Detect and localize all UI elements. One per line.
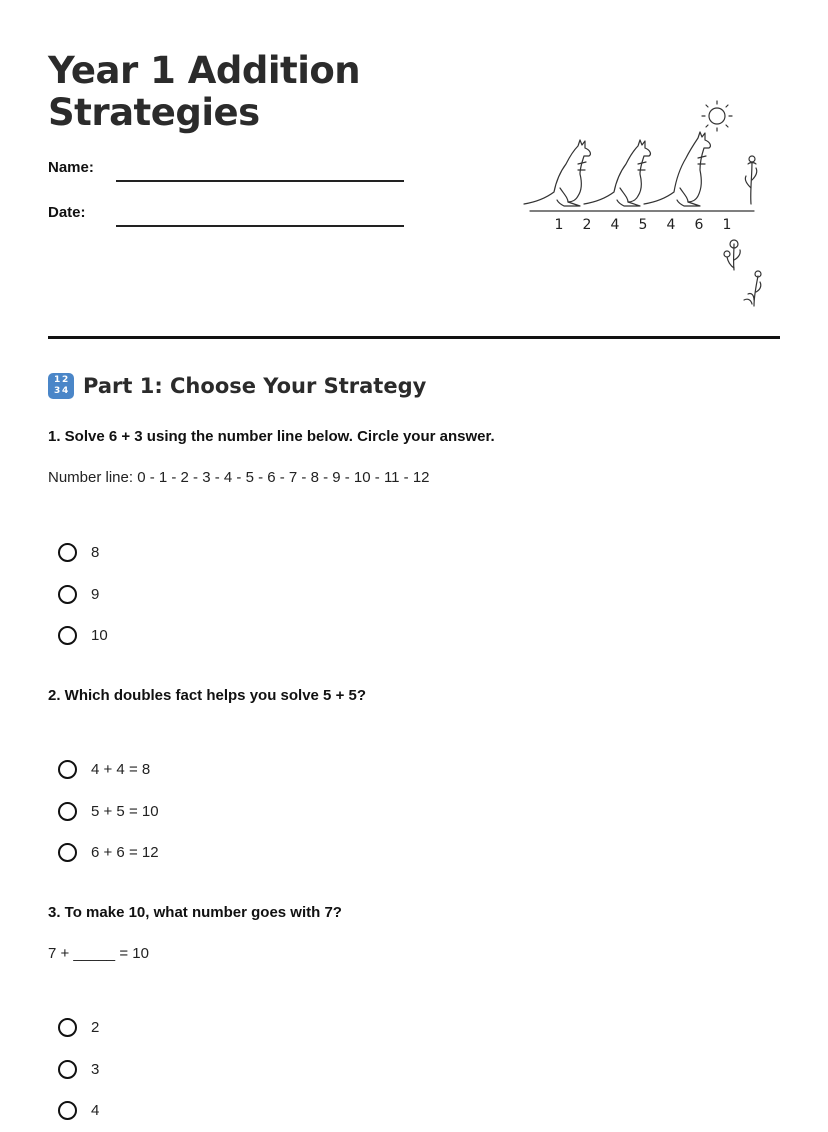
sun-icon [702,101,732,131]
answer-option-label: 4 [91,1102,100,1120]
kangaroo-icon [584,140,650,206]
flower-icon [724,240,740,270]
date-write-line[interactable] [116,225,404,227]
question-3 [48,904,780,1120]
radio-circle-icon[interactable] [58,1018,77,1037]
answer-options [58,1007,99,1132]
worksheet-page [48,0,780,1118]
answer-option[interactable] [58,1049,99,1091]
number-line-label: 6 [694,217,704,233]
kangaroo-icon [524,140,590,206]
number-line-label: 5 [638,217,648,233]
date-field [48,204,408,228]
answer-option[interactable] [58,791,159,833]
number-line-label: 4 [666,217,676,233]
answer-option-label: 3 [91,1060,100,1078]
answer-options [58,749,159,874]
kangaroos-number-line-illustration [522,96,772,316]
question-1 [48,428,780,645]
question-hint: 7 + _____ = 10 [48,945,149,962]
number-line-label: 2 [582,217,592,233]
kangaroo-icon [644,132,710,206]
answer-option-label: 10 [91,627,108,645]
answer-option[interactable] [58,615,108,657]
answer-option-label: 2 [91,1019,100,1037]
question-text: 1. Solve 6 + 3 using the number line below. Circle your answer. [48,428,495,445]
radio-circle-icon[interactable] [58,1060,77,1079]
flower-icon [744,271,761,306]
worksheet-title: Year 1 Addition Strategies [48,49,361,134]
answer-option-label: 4 + 4 = 8 [91,761,151,779]
name-label: Name: [48,159,94,176]
worksheet-header [48,0,780,340]
radio-circle-icon[interactable] [58,760,77,779]
input-numbers-icon: 1 2 3 4 [48,373,74,399]
name-field [48,159,408,183]
header-divider [48,336,780,339]
number-line-labels [555,217,732,233]
name-write-line[interactable] [116,180,404,182]
question-text: 3. To make 10, what number goes with 7? [48,904,342,921]
flower-icon [745,156,756,204]
date-label: Date: [48,204,86,221]
section-title-text: Part 1: Choose Your Strategy [83,374,427,398]
answer-option[interactable] [58,749,159,791]
answer-option[interactable] [58,832,159,874]
answer-option[interactable] [58,532,108,574]
radio-circle-icon[interactable] [58,626,77,645]
answer-option[interactable] [58,1090,99,1132]
radio-circle-icon[interactable] [58,843,77,862]
radio-circle-icon[interactable] [58,1101,77,1120]
answer-option-label: 8 [91,544,100,562]
answer-options [58,532,108,657]
section-title [48,373,426,399]
answer-option-label: 6 + 6 = 12 [91,844,159,862]
number-line-label: 4 [610,217,620,233]
radio-circle-icon[interactable] [58,802,77,821]
number-line-label: 1 [554,217,564,233]
radio-circle-icon[interactable] [58,585,77,604]
question-text: 2. Which doubles fact helps you solve 5 + 5? [48,687,366,704]
question-2 [48,687,780,862]
answer-option-label: 5 + 5 = 10 [91,802,159,820]
answer-option[interactable] [58,1007,99,1049]
radio-circle-icon[interactable] [58,543,77,562]
number-line-label: 1 [722,217,732,233]
answer-option-label: 9 [91,585,100,603]
question-hint: Number line: 0 - 1 - 2 - 3 - 4 - 5 - 6 - 7 - 8 - 9 - 10 - 11 - 12 [48,469,430,486]
answer-option[interactable] [58,574,108,616]
